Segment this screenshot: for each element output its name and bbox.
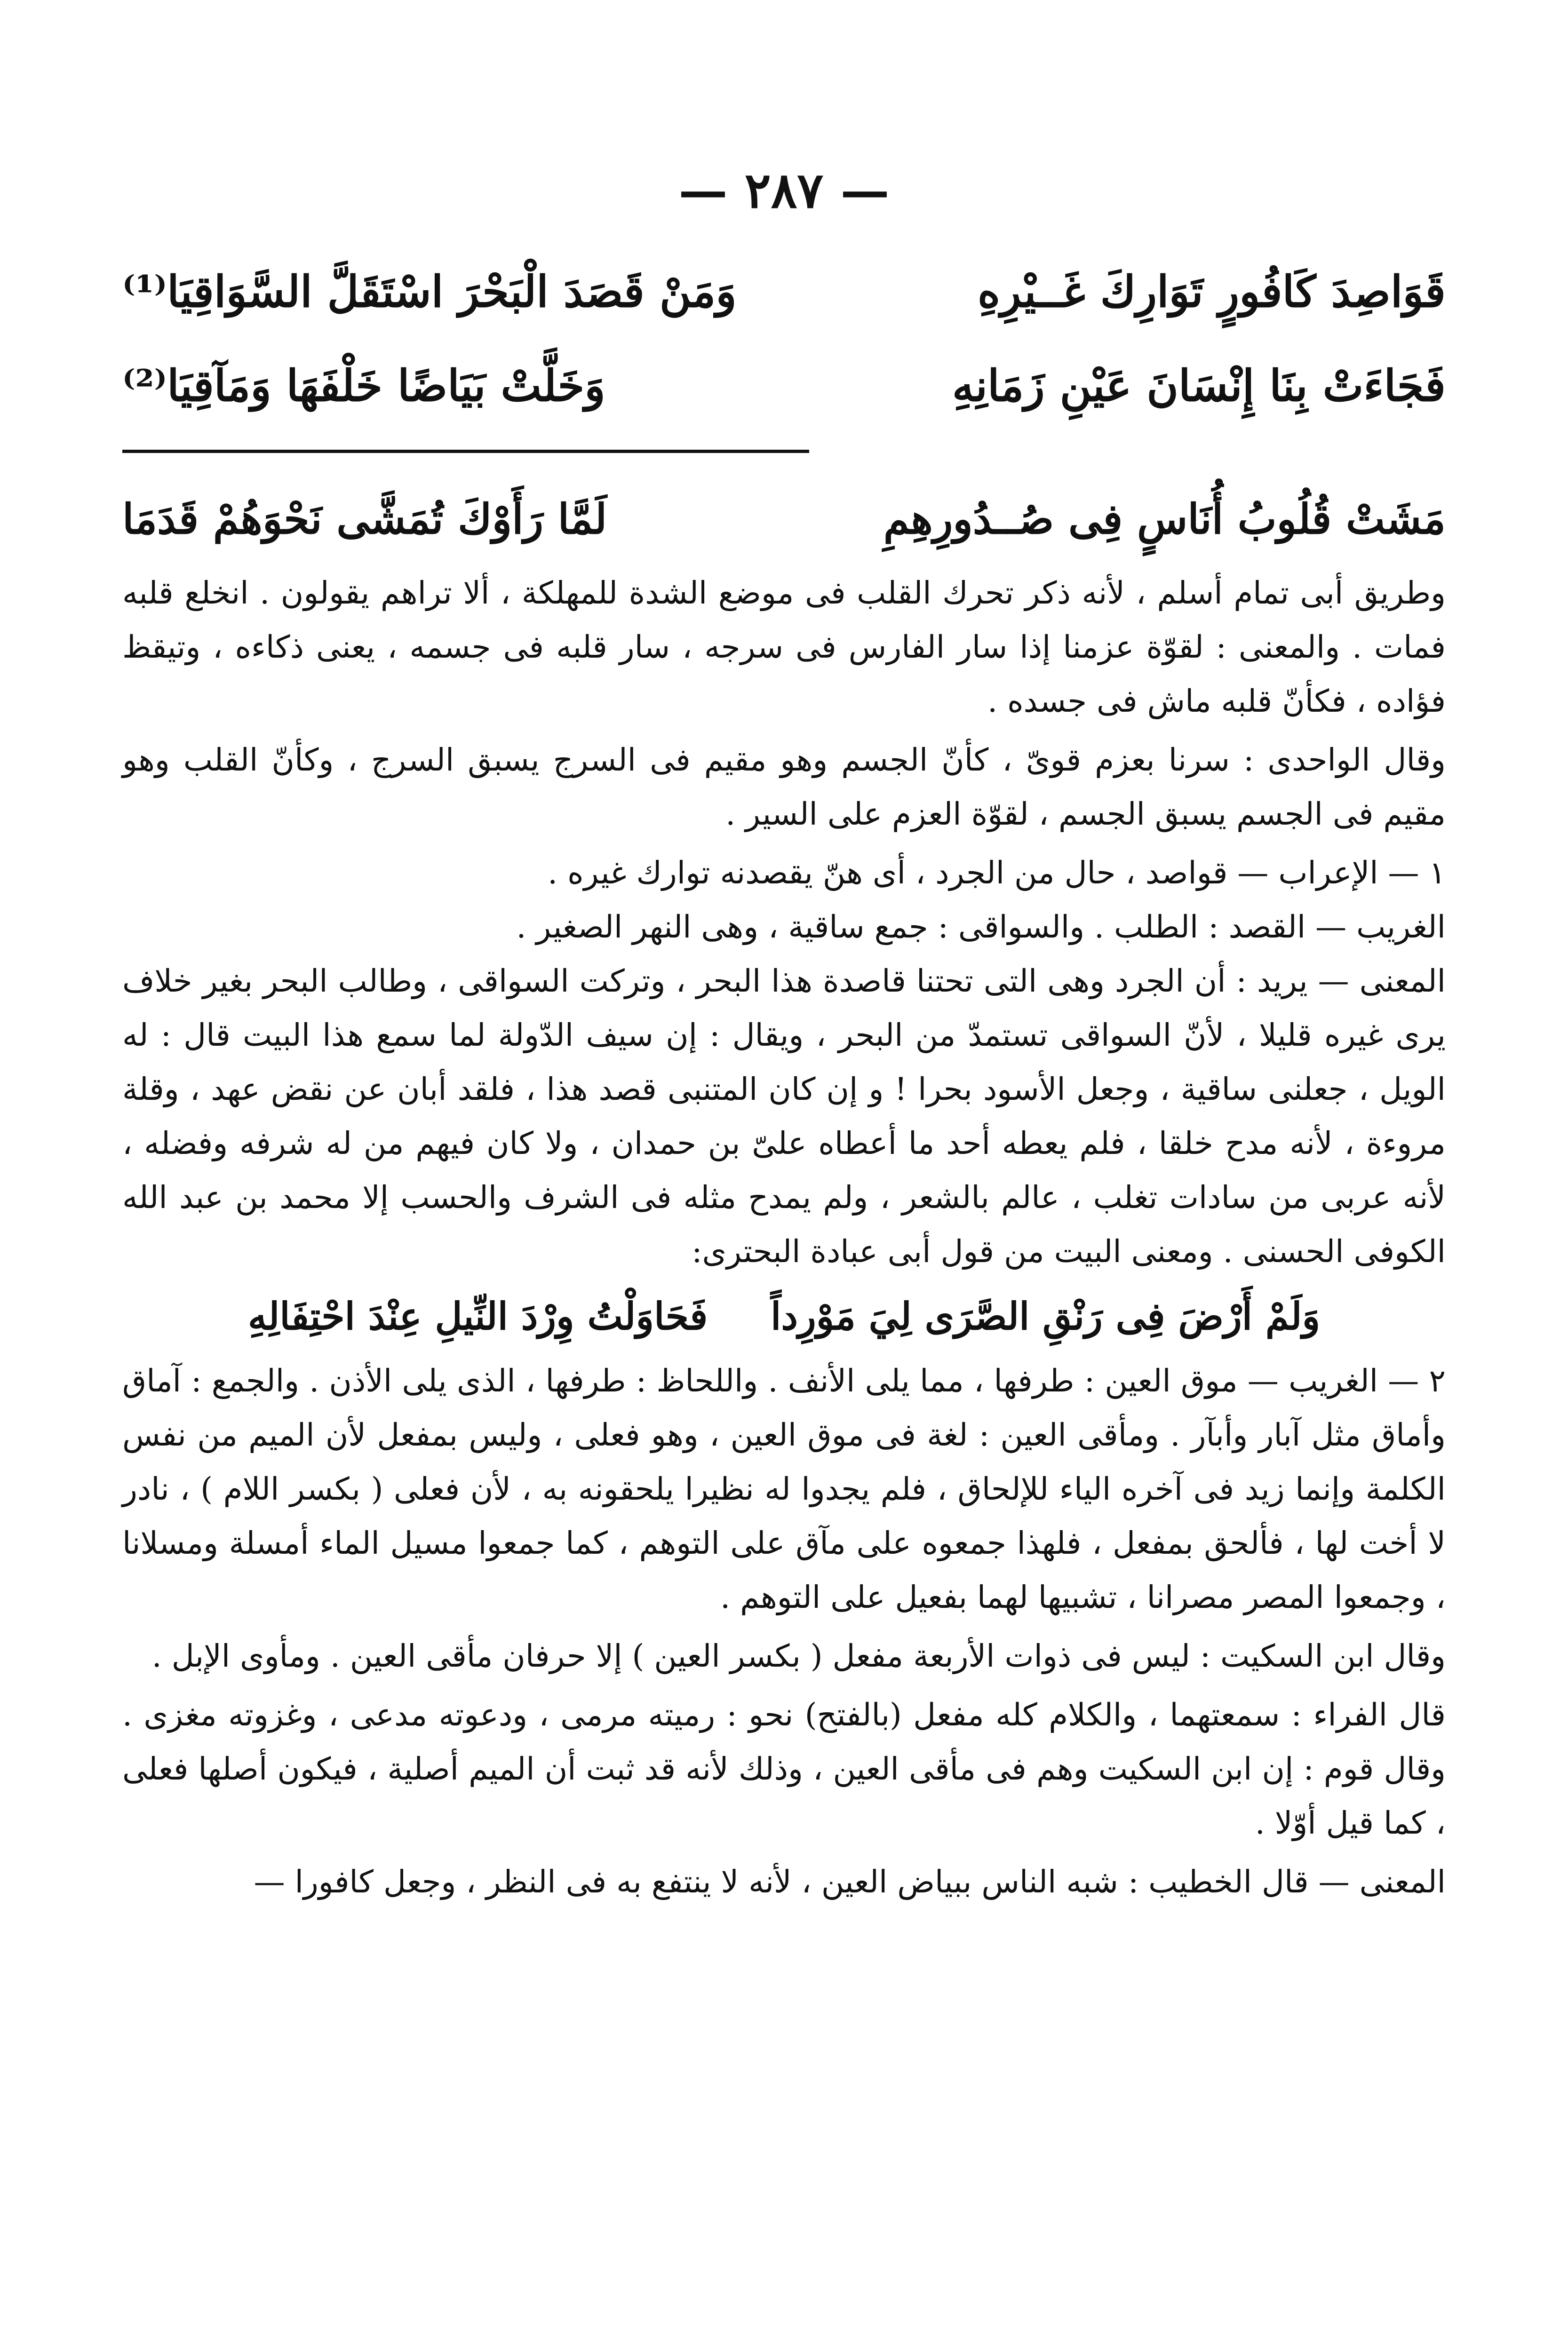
verse-second-hemistich: لَمَّا رَأَوْكَ تُمَشَّى نَحْوَهُمْ قَدَمَا <box>122 494 607 543</box>
footnote-paragraph: المعنى — يريد : أن الجرد وهى التى تحتنا قاصدة هذا البحر ، وتركت السواقى ، وطالب البحر بغير خلاف يرى غيره قليلا ، لأنّ السواقى تستمدّ من البحر ، ويقال : إن سيف الدّولة لما سمع هذا البيت قال : له الويل ، جعلنى ساقية ، وجعل الأسود بحرا ! و إن كان المتنبى قصد هذا ، فلقد أبان عن نقض عهد ، وقلة مروءة ، لأنه مدح خلقا ، فلم يعطه أحد ما أعطاه علىّ بن حمدان ، ولا كان فيهم من له شرفه وفضله ، لأنه عربى من سادات تغلب ، عالم بالشعر ، ولم يمدح مثله فى الشرف والحسب إلا محمد بن عبد الله الكوفى الحسنى . ومعنى البيت من قول أبى عبادة البحترى: <box>122 963 1446 1270</box>
verse-second-hemistich: وَخَلَّتْ بَيَاضًا خَلْفَهَا وَمَآقِيَا⁽²⁾ <box>122 360 605 411</box>
commentary-paragraph: وطريق أبى تمام أسلم ، لأنه ذكر تحرك القلب فى موضع الشدة للمهلكة ، ألا تراهم يقولون . انخلع قلبه فمات . والمعنى : لقوّة عزمنا إذا سار الفارس فى سرجه ، سار قلبه فى جسمه ، يعنى ذكاءه ، وتيقظ فؤاده ، فكأنّ قلبه ماش فى جسده . <box>122 575 1446 719</box>
verse-line <box>122 245 1446 339</box>
verse-line <box>122 339 1446 433</box>
verse-second-hemistich: فَحَاوَلْتُ وِرْدَ النِّيلِ عِنْدَ احْتِفَالِهِ <box>247 1294 708 1338</box>
footnote-paragraph: الغريب — القصد : الطلب . والسواقى : جمع ساقية ، وهى النهر الصغير . <box>516 909 1446 945</box>
footnote-paragraph: قال الفراء : سمعتهما ، والكلام كله مفعل (بالفتح) نحو : رميته مرمى ، ودعوته مدعى ، وغزوته مغزى . وقال قوم : إن ابن السكيت وهم فى مأقى العين ، وذلك لأنه قد ثبت أن الميم أصلية ، فيكون أصلها فعلى ، كما قيل أوّلا . <box>122 1697 1446 1841</box>
footnote-paragraph: المعنى — قال الخطيب : شبه الناس ببياض العين ، لأنه لا ينتفع به فى النظر ، وجعل كافورا — <box>254 1864 1446 1900</box>
footnote-divider <box>122 450 809 453</box>
footnote-paragraph: ٢ — الغريب — موق العين : طرفها ، مما يلى الأنف . واللحاظ : طرفها ، الذى يلى الأذن . والجمع : آماق وأماق مثل آبار وأبآر . ومأقى العين : لغة فى موق العين ، وهو فعلى ، وليس بمفعل لأن الميم من نفس الكلمة وإنما زيد فى آخره الياء للإلحاق ، فلم يجدوا له نظيرا يلحقونه به ، لأن فعلى ( بكسر اللام ) ، نادر لا أخت لها ، فألحق بمفعل ، فلهذا جمعوه على مآق على التوهم ، كما جمعوا مسيل الماء أمسلة ومسلانا ، وجمعوا المصر مصرانا ، تشبيها لهما بفعيل على التوهم . <box>122 1363 1446 1615</box>
verse-first-hemistich: مَشَتْ قُلُوبُ أُنَاسٍ فِى صُــدُورِهِمِ <box>883 494 1446 543</box>
opening-verses <box>122 245 1446 433</box>
verse-first-hemistich: قَوَاصِدَ كَافُورٍ تَوَارِكَ غَــيْرِهِ <box>977 266 1446 317</box>
commentary-paragraph: وقال الواحدى : سرنا بعزم قوىّ ، كأنّ الجسم وهو مقيم فى السرج يسبق السرج ، وكأنّ القلب وهو مقيم فى الجسم يسبق الجسم ، لقوّة العزم على السير . <box>122 742 1446 832</box>
quoted-verse <box>122 1279 1446 1354</box>
footnote-paragraph: ١ — الإعراب — قواصد ، حال من الجرد ، أى هنّ يقصدنه توارك غيره . <box>548 855 1446 891</box>
verse-first-hemistich: وَلَمْ أَرْضَ فِى رَنْقِ الصَّرَى لِيَ مَوْرِداً <box>771 1294 1321 1338</box>
footnote-paragraph: وقال ابن السكيت : ليس فى ذوات الأربعة مفعل ( بكسر العين ) إلا حرفان مأقى العين . ومأوى الإبل . <box>151 1638 1446 1674</box>
page-number: — ٢٨٧ — <box>678 161 890 219</box>
commentary-verse <box>122 472 1446 566</box>
verse-first-hemistich: فَجَاءَتْ بِنَا إِنْسَانَ عَيْنِ زَمَانِهِ <box>952 360 1446 411</box>
verse-second-hemistich: وَمَنْ قَصَدَ الْبَحْرَ اسْتَقَلَّ السَّوَاقِيَا⁽¹⁾ <box>122 266 737 317</box>
